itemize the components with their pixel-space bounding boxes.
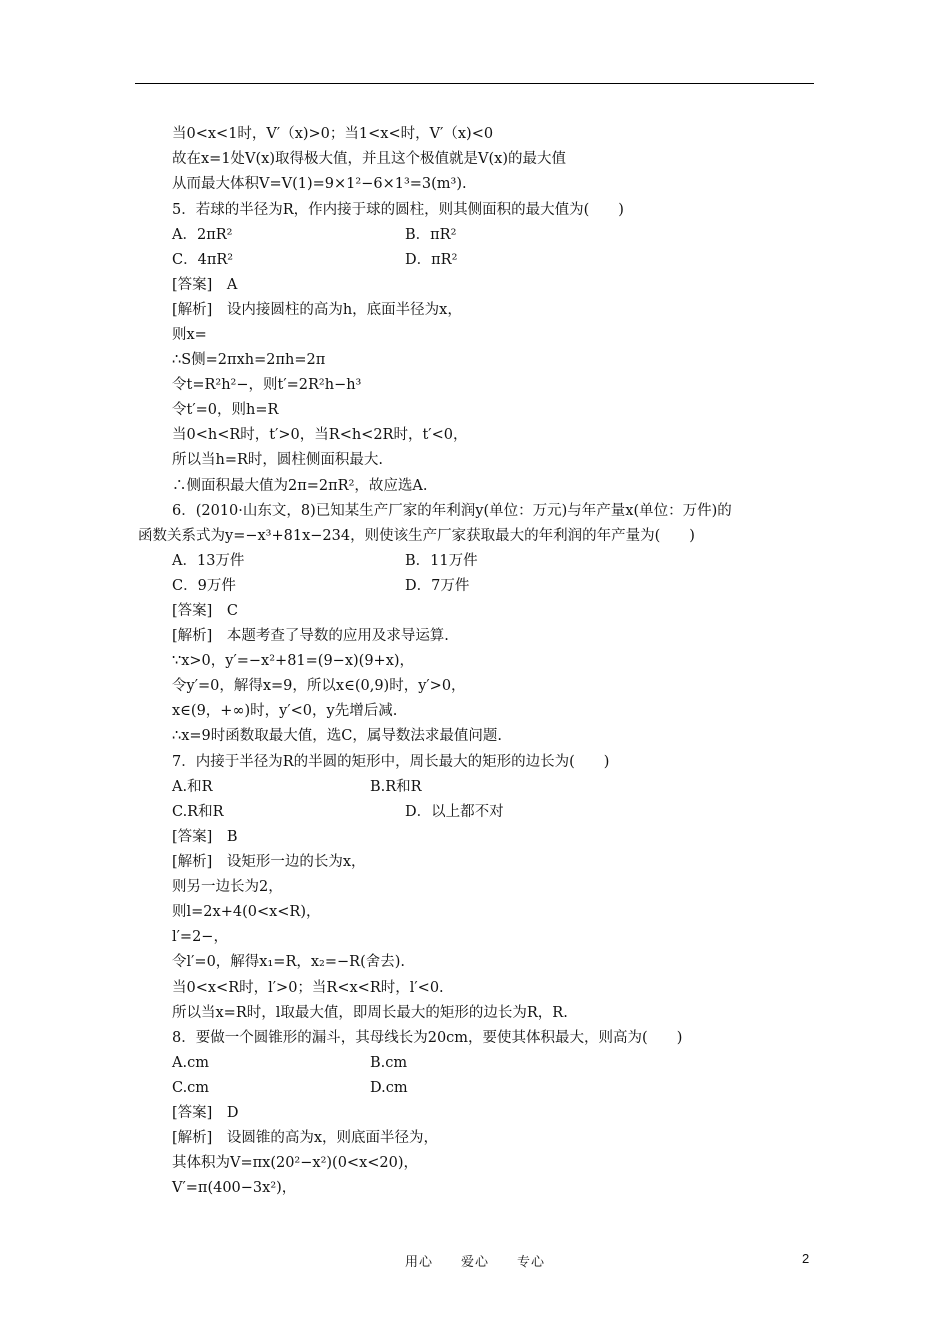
option-b: B．11万件 xyxy=(405,553,478,569)
text-line: x∈(9，+∞)时，y′<0，y先增后减. xyxy=(172,703,398,719)
text-line: 当0<x<1时，V′（x)>0；当1<x<时，V′（x)<0 xyxy=(172,126,494,142)
answer: [答案] B xyxy=(172,829,238,845)
analysis: [解析] 设圆锥的高为x，则底面半径为， xyxy=(172,1130,438,1146)
option-d: D．7万件 xyxy=(405,578,470,594)
analysis: [解析] 设内接圆柱的高为h，底面半径为x， xyxy=(172,302,462,318)
text-line: 则l=2x+4(0<x<R)， xyxy=(172,904,321,920)
text-line: 故在x=1处V(x)取得极大值，并且这个极值就是V(x)的最大值 xyxy=(172,151,566,167)
answer: [答案] D xyxy=(172,1105,239,1121)
text-line: ∴x=9时函数取最大值，选C，属导数法求最值问题. xyxy=(172,728,502,744)
analysis: [解析] 本题考查了导数的应用及求导运算. xyxy=(172,628,449,644)
text-line: 令y′=0，解得x=9，所以x∈(0,9)时，y′>0， xyxy=(172,678,466,694)
option-d: D．以上都不对 xyxy=(405,804,504,820)
option-c: C．4πR² xyxy=(172,252,234,268)
question-7: 7．内接于半径为R的半圆的矩形中，周长最大的矩形的边长为( ) xyxy=(172,754,610,770)
text-line: ∵x>0，y′=−x²+81=(9−x)(9+x)， xyxy=(172,653,415,669)
text-line: 则x= xyxy=(172,327,207,343)
option-a: A．13万件 xyxy=(172,553,245,569)
option-a: A.cm xyxy=(172,1055,209,1071)
text-line: 令t=R²h²−，则t′=2R²h−h³ xyxy=(172,377,362,393)
option-b: B.R和R xyxy=(370,779,422,795)
page-number: 2 xyxy=(802,1251,810,1266)
option-b: B.cm xyxy=(370,1055,408,1071)
text-line: ∴S侧=2πxh=2πh=2π xyxy=(172,352,326,368)
option-a: A．2πR² xyxy=(172,227,233,243)
option-b: B．πR² xyxy=(405,227,457,243)
text-line: l′=2−， xyxy=(172,929,228,945)
question-6-cont: 函数关系式为y=−x³+81x−234，则使该生产厂家获取最大的年利润的年产量为( ) xyxy=(138,528,695,544)
option-d: D.cm xyxy=(370,1080,408,1096)
option-a: A.和R xyxy=(172,779,213,795)
text-line: 则另一边长为2， xyxy=(172,879,283,895)
option-d: D．πR² xyxy=(405,252,458,268)
answer: [答案] C xyxy=(172,603,238,619)
text-line: 令t′=0，则h=R xyxy=(172,402,279,418)
option-c: C.R和R xyxy=(172,804,224,820)
option-c: C.cm xyxy=(172,1080,210,1096)
text-line: 从而最大体积V=V(1)=9×1²−6×1³=3(m³). xyxy=(172,176,467,192)
text-line: 当0<h<R时，t′>0，当R<h<2R时，t′<0， xyxy=(172,427,468,443)
text-line: 当0<x<R时，l′>0；当R<x<R时，l′<0. xyxy=(172,980,444,996)
text-line: V′=π(400−3x²)， xyxy=(172,1180,297,1196)
question-8: 8．要做一个圆锥形的漏斗，其母线长为20cm，要使其体积最大，则高为( ) xyxy=(172,1030,683,1046)
option-c: C．9万件 xyxy=(172,578,236,594)
text-line: 所以当x=R时，l取最大值，即周长最大的矩形的边长为R，R. xyxy=(172,1005,568,1021)
text-line: 令l′=0，解得x₁=R，x₂=−R(舍去). xyxy=(172,954,405,970)
question-6: 6．(2010·山东文，8)已知某生产厂家的年利润y(单位：万元)与年产量x(单位：万件)的 xyxy=(172,503,732,519)
analysis: [解析] 设矩形一边的长为x， xyxy=(172,854,366,870)
text-line: ∴侧面积最大值为2π=2πR²，故应选A. xyxy=(172,478,428,494)
question-5: 5．若球的半径为R，作内接于球的圆柱，则其侧面积的最大值为( ) xyxy=(172,202,624,218)
text-line: 所以当h=R时，圆柱侧面积最大. xyxy=(172,452,384,468)
footer-slogan: 用心 爱心 专心 xyxy=(404,1255,545,1270)
text-line: 其体积为V=πx(20²−x²)(0<x<20)， xyxy=(172,1155,419,1171)
header-rule xyxy=(135,83,814,84)
answer: [答案] A xyxy=(172,277,238,293)
